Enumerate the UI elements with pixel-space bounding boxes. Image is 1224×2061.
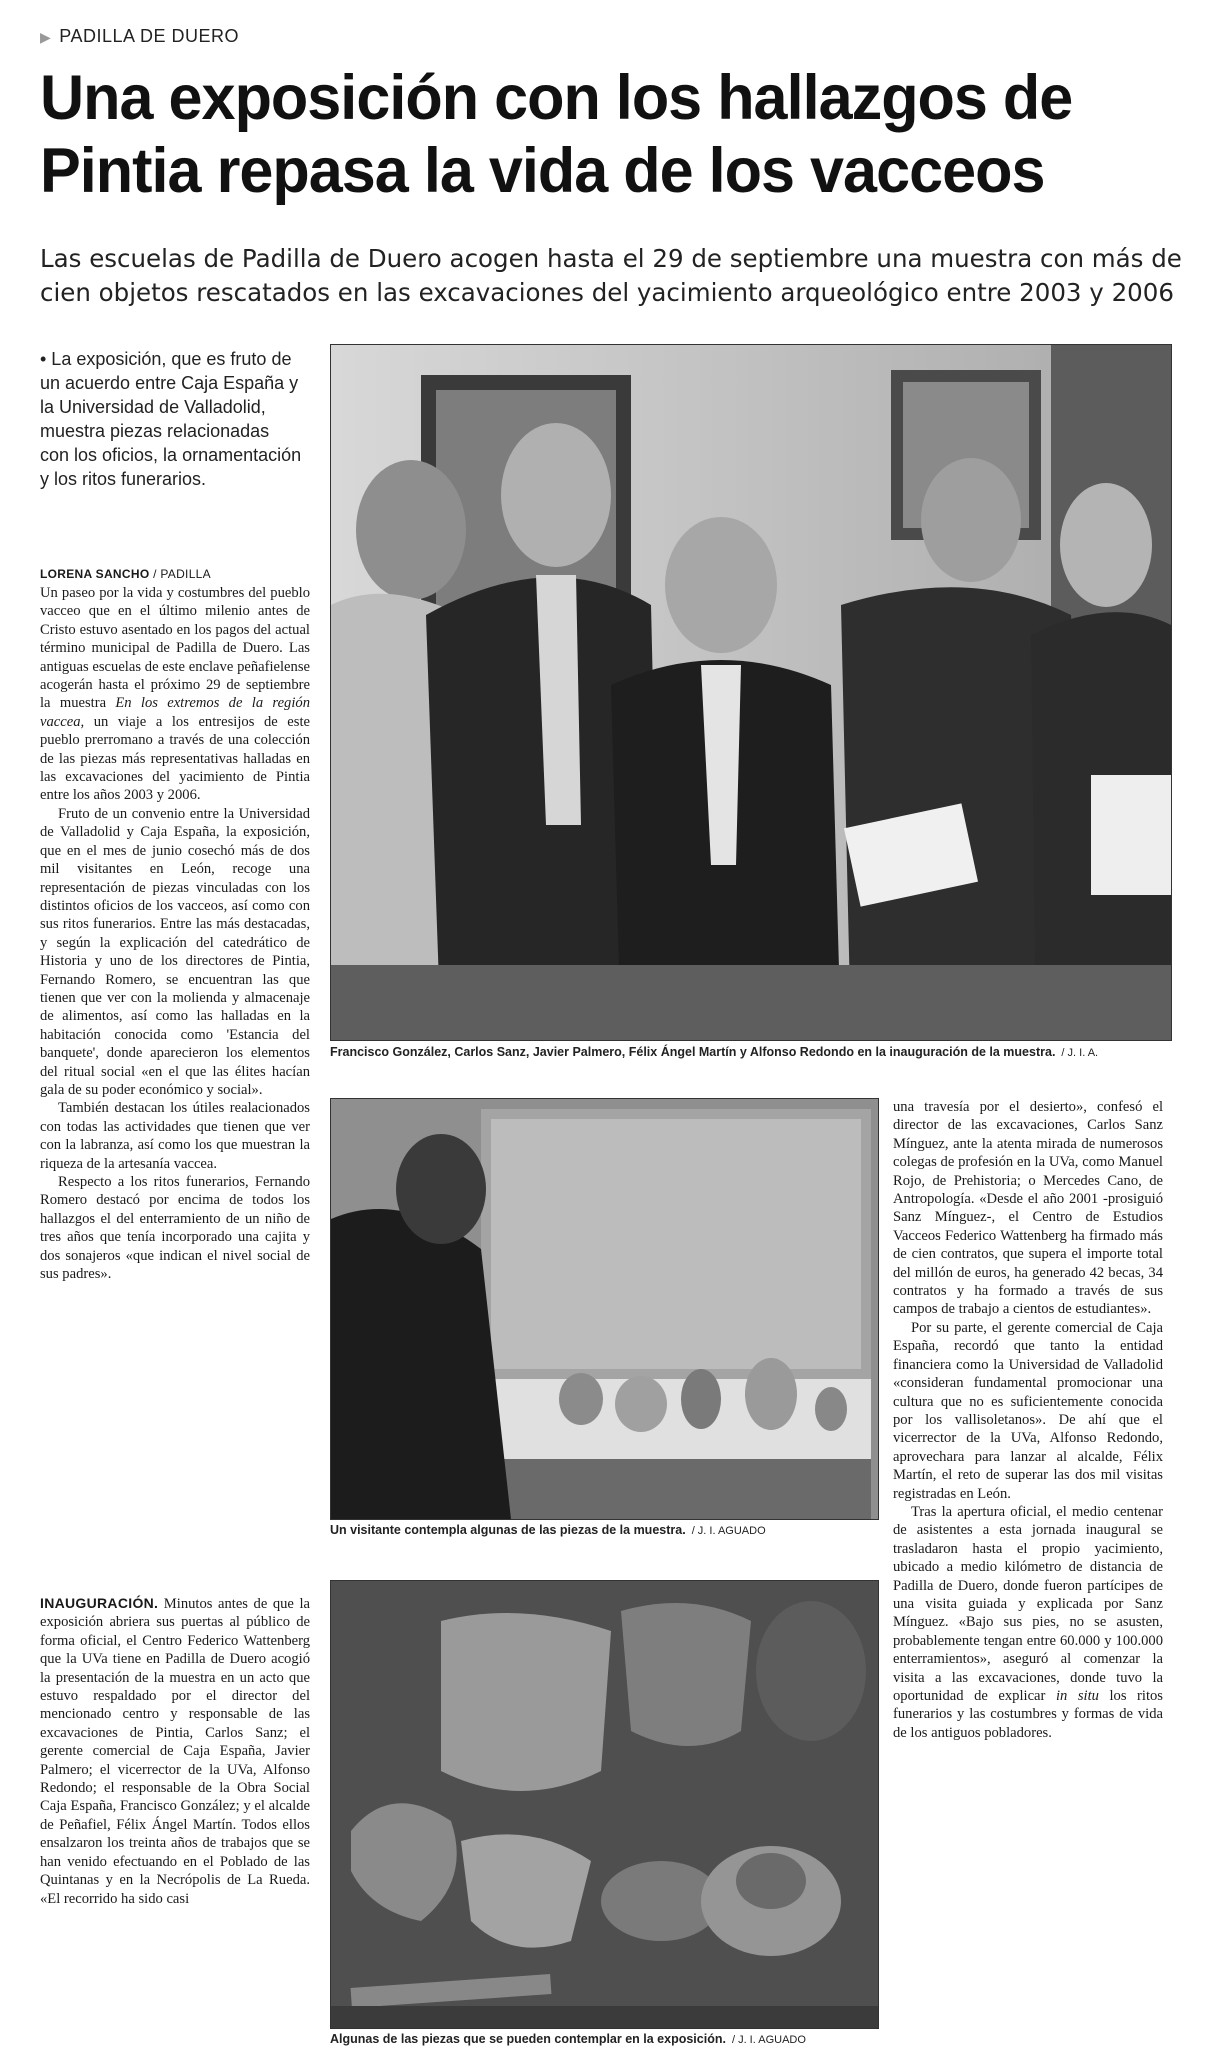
article-column-right xyxy=(893,1098,1163,1742)
caption-inauguration xyxy=(330,1044,1170,1061)
paragraph-5-continued: una travesía por el desierto», confesó el director de las excavaciones, Carlos Sanz Mínguez, ante la atenta mirada de numerosos colegas de profesión en la UVa, como Manuel Rojo, de Prehistoria; o Mercedes Cano, de Antropología. «Desde el año 2001 -prosiguió Sanz Mínguez-, el Centro de Estudios Vacceos Federico Wattenberg ha firmado más de cien contratos, que supera el importe total del millón de euros, ha generado 42 becas, 34 contratos y ha formado a través de sus campos de trabajo a cientos de estudiantes». xyxy=(893,1099,1163,1318)
paragraph-4: Respecto a los ritos funerarios, Fernando Romero destacó por encima de todos los hallazgos el del enterramiento de un niño de tres años que tenía incorporado una cajita y dos sonajeros «que indican el nivel social de sus padres». xyxy=(40,1174,310,1283)
subheadline-line-1: Las escuelas de Padilla de Duero acogen hasta el 29 de septiembre una muestra con más de xyxy=(40,244,1182,273)
caption-inauguration-text: Francisco González, Carlos Sanz, Javier Palmero, Félix Ángel Martín y Alfonso Redondo en la inauguración de la muestra. xyxy=(330,1045,1056,1059)
paragraph-2: Fruto de un convenio entre la Universidad de Valladolid y Caja España, la exposición, que en el mes de junio cosechó más de dos mil visitantes en León, recoge una representación de piezas vinculadas con los distintos oficios de los vacceos, así como con sus ritos funerarios. Entre las más destacadas, y según la explicación del catedrático de Historia y uno de los directores de Pintia, Fernando Romero, se encuentran las que tienen que ver con la molienda y almacenaje de alimentos, así como las halladas en la habitación conocida como 'Estancia del banquete', donde aparecieron los elementos del ritual social «en el que las élites hacían gala de su poder económico y social». xyxy=(40,805,310,1098)
paragraph-6: Por su parte, el gerente comercial de Caja España, recordó que tanto la entidad financiera como la Universidad de Valladolid «consideran fundamental promocionar una cultura que no es suficientemente conocida por los vallisoletanos». De ahí que el vicerrector de la UVa, Alfonso Redondo, aprovechara para lanzar al alcalde, Félix Martín, el reto de superar las dos mil visitas registradas en León. xyxy=(893,1319,1163,1502)
paragraph-1: Un paseo por la vida y costumbres del pueblo vacceo que en el último milenio antes de Cristo estuvo asentado en los pagos del actual término municipal de Padilla de Duero. Las antiguas escuelas de este enclave peñafielense acogerán hasta el próximo 29 de septiembre la muestra En los extremos de la región vaccea, un viaje a los entresijos de este pueblo prerromano a través de una colección de las piezas más representativas halladas en las excavaciones del yacimiento de Pintia entre los años 2003 y 2006. xyxy=(40,585,310,804)
in-situ-italic: in situ xyxy=(1055,1688,1099,1704)
paragraph-7: Tras la apertura oficial, el medio centenar de asistentes a esta jornada inaugural se trasladaron hasta el propio yacimiento, ubicado a medio kilómetro de distancia de Padilla de Duero, donde fueron partícipes de una visita guiada y explicada por Sanz Mínguez. «Bajo sus pies, no se asusten, probablemente tengan entre 60.000 y 100.000 enterramientos», aseguró al comenzar la visita a las excavaciones, donde tuvo la oportunidad de explicar in situ los ritos funerarios y las costumbres y formas de vida de los antiguos pobladores. xyxy=(893,1503,1163,1741)
photo-inauguration-image xyxy=(331,345,1171,1040)
caption-visitor-text: Un visitante contempla algunas de las piezas de la muestra. xyxy=(330,1523,686,1537)
byline xyxy=(40,567,211,581)
caption-artifacts xyxy=(330,2031,877,2048)
caption-artifacts-credit: / J. I. AGUADO xyxy=(731,2034,806,2046)
section-triangle-icon: ▶ xyxy=(40,29,52,45)
subheadline-line-2: cien objetos rescatados en las excavaciones del yacimiento arqueológico entre 2003 y 2006 xyxy=(40,278,1174,307)
photo-visitor-image xyxy=(331,1099,878,1519)
section-label xyxy=(40,26,239,47)
paragraph-5: INAUGURACIÓN. Minutos antes de que la exposición abriera sus puertas al público de forma oficial, el Centro Federico Wattenberg que la UVa tiene en Padilla de Duero acogió la presentación de la muestra en un acto que estuvo respaldado por el director del mencionado centro y responsable de las excavaciones de Pintia, Carlos Sanz; el gerente comercial de Caja España, Javier Palmero; el vicerrector de la UVa, Alfonso Redondo; el responsable de la Obra Social Caja España, Francisco González; y el alcalde de Peñafiel, Félix Ángel Martín. Todos ellos ensalzaron los treinta años de trabajos que se han venido efectuando en el Poblado de las Quintanas y en la Necrópolis de La Rueda. «El recorrido ha sido casi xyxy=(40,1595,310,1907)
headline xyxy=(40,62,1156,208)
article-column-left xyxy=(40,584,310,1283)
caption-visitor-credit: / J. I. AGUADO xyxy=(691,1525,766,1537)
caption-visitor xyxy=(330,1522,877,1539)
photo-artifacts xyxy=(330,1580,879,2029)
subheadline xyxy=(40,242,1200,310)
caption-inauguration-credit: / J. I. A. xyxy=(1061,1047,1099,1059)
subhead-inauguracion: INAUGURACIÓN. xyxy=(40,1595,159,1611)
byline-author: LORENA SANCHO xyxy=(40,567,150,581)
article-column-left-lower xyxy=(40,1594,310,1908)
lead-summary: • La exposición, que es fruto de un acuerdo entre Caja España y la Universidad de Valladolid, muestra piezas relacionadas con los oficios, la ornamentación y los ritos funerarios. xyxy=(40,349,302,489)
headline-line-2: Pintia repasa la vida de los vacceos xyxy=(40,136,1045,206)
photo-inauguration xyxy=(330,344,1172,1041)
headline-line-1: Una exposición con los hallazgos de xyxy=(40,63,1073,133)
paragraph-3: También destacan los útiles realacionados con todas las actividades que tienen que ver con la labranza, así como los que muestran la riqueza de la artesanía vaccea. xyxy=(40,1100,310,1172)
photo-artifacts-image xyxy=(331,1581,878,2028)
section-name: PADILLA DE DUERO xyxy=(59,26,240,46)
photo-visitor xyxy=(330,1098,879,1520)
caption-artifacts-text: Algunas de las piezas que se pueden contemplar en la exposición. xyxy=(330,2032,726,2046)
exhibition-title: En los extremos de la región vaccea, xyxy=(40,695,310,730)
byline-place: / PADILLA xyxy=(153,567,211,581)
